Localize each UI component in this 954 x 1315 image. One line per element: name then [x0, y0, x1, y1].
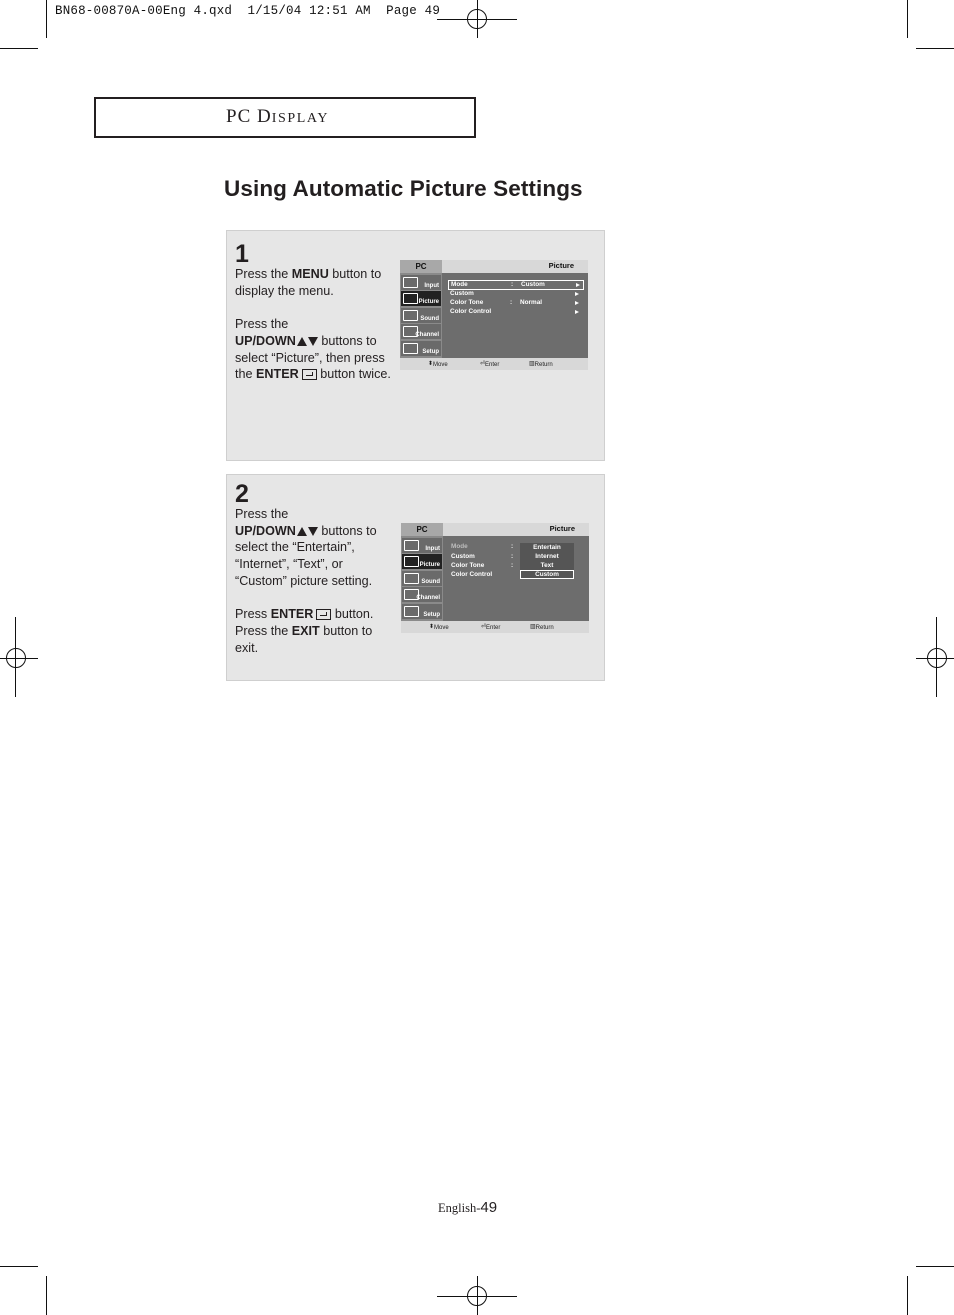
tv-menu-screenshot	[401, 523, 589, 633]
crop-mark	[0, 1266, 38, 1267]
step-instructions: Press the MENU button to display the menu. Press the UP/DOWN buttons to select “Picture”, then press the ENTER button twice.	[235, 267, 391, 382]
tv-menu-screenshot	[400, 260, 588, 370]
osd-row-color-control: Color Control	[448, 308, 582, 316]
crop-mark	[46, 0, 47, 38]
crop-mark	[907, 0, 908, 38]
down-arrow-icon	[308, 337, 318, 346]
crop-mark	[46, 1276, 47, 1315]
step-number: 1	[235, 240, 249, 268]
picture-icon	[404, 556, 419, 567]
registration-line	[15, 617, 16, 697]
move-hint: ⬍ Move	[429, 624, 449, 631]
arrow-right-icon	[575, 301, 579, 305]
osd-row-mode: Mode :	[451, 543, 514, 550]
osd-row-custom: Custom :	[451, 553, 514, 560]
speaker-icon	[404, 573, 419, 584]
arrow-right-icon	[575, 292, 579, 296]
osd-row-mode: Mode : Custom	[448, 280, 584, 290]
osd-item-sound: Sound	[401, 308, 441, 323]
mode-option: Entertain	[533, 544, 561, 551]
step-instructions: Press the UP/DOWN buttons to select the “Entertain”, “Internet”, “Text”, or “Custom” picture setting. Press ENTER button. Press the EXIT button to exit.	[235, 507, 377, 655]
arrow-right-icon	[576, 283, 580, 287]
enter-hint: ⏎ Enter	[481, 624, 501, 631]
enter-icon	[316, 609, 331, 620]
registration-line	[477, 1276, 478, 1315]
crop-mark	[907, 1276, 908, 1315]
osd-row-custom: Custom	[448, 290, 582, 298]
page-heading: Using Automatic Picture Settings	[224, 176, 583, 201]
osd-header: PC Picture	[400, 260, 588, 273]
registration-line	[916, 658, 954, 659]
osd-item-sound: Sound	[402, 571, 442, 586]
registration-line	[477, 0, 478, 38]
enter-hint: ⏎ Enter	[480, 361, 500, 368]
page-footer: English-49	[438, 1199, 498, 1216]
osd-item-picture: Picture	[402, 554, 442, 569]
picture-icon	[403, 293, 418, 304]
step-number: 2	[235, 480, 249, 508]
osd-item-picture: Picture	[401, 291, 441, 306]
osd-row-color-control: Color Control	[451, 571, 493, 578]
enter-icon	[302, 369, 317, 380]
mode-option: Internet	[535, 553, 559, 560]
crop-mark	[916, 48, 954, 49]
osd-footer	[400, 358, 588, 370]
osd-row-color-tone: Color Tone : Normal	[448, 299, 582, 307]
osd-item-input: Input	[402, 538, 442, 553]
osd-sidebar	[401, 536, 443, 621]
section-title: PC DISPLAY	[226, 106, 330, 127]
input-icon	[403, 277, 418, 288]
osd-item-setup: Setup	[401, 341, 441, 356]
osd-header: PC Picture	[401, 523, 589, 536]
speaker-icon	[403, 310, 418, 321]
move-hint: ⬍ Move	[428, 361, 448, 368]
mode-dropdown	[520, 543, 574, 579]
osd-footer	[401, 621, 589, 633]
crop-mark	[916, 1266, 954, 1267]
down-arrow-icon	[308, 527, 318, 536]
setup-icon	[404, 606, 419, 617]
osd-item-setup: Setup	[402, 604, 442, 619]
osd-item-channel: Channel	[401, 324, 441, 339]
osd-sidebar	[400, 273, 442, 358]
return-hint: ▥ Return	[529, 361, 553, 368]
registration-line	[936, 617, 937, 697]
osd-item-input: Input	[401, 275, 441, 290]
mode-option: Text	[540, 562, 554, 569]
input-icon	[404, 540, 419, 551]
print-slug: BN68-00870A-00Eng 4.qxd 1/15/04 12:51 AM Page 49	[55, 4, 441, 18]
up-arrow-icon	[297, 337, 307, 346]
mode-option-selected: Custom	[520, 570, 574, 579]
setup-icon	[403, 343, 418, 354]
return-hint: ▥ Return	[530, 624, 554, 631]
registration-line	[0, 658, 38, 659]
osd-item-channel: Channel	[402, 587, 442, 602]
crop-mark	[0, 48, 38, 49]
arrow-right-icon	[575, 310, 579, 314]
up-arrow-icon	[297, 527, 307, 536]
osd-row-color-tone: Color Tone :	[451, 562, 514, 569]
